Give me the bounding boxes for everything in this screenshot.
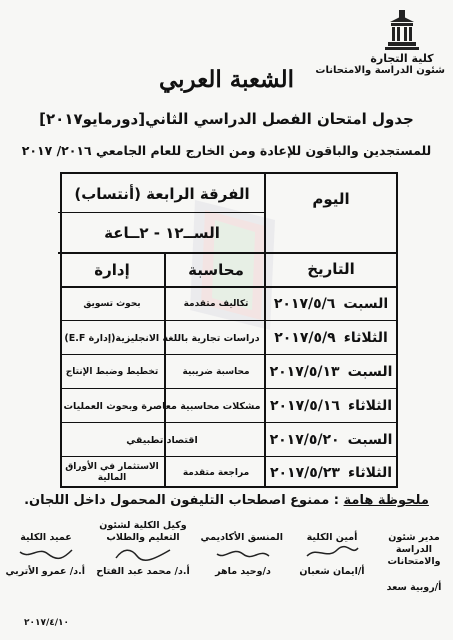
row-shared-subject: دراسات تجارية باللغة الانجليزية(إدارة E.F) <box>64 332 260 344</box>
row-shared-subject: مشكلات محاسبية معاصرة وبحوث العمليات <box>63 400 261 412</box>
row-management-subject: تخطيط وضبط الإنتاج <box>65 366 159 377</box>
signature-block <box>379 532 449 594</box>
signature-scrawl-icon <box>113 544 173 562</box>
row-day: السبت <box>347 364 393 380</box>
row-day: الثلاثاء <box>347 398 393 414</box>
row-date: ٢٠١٧/٥/٦ <box>273 296 336 312</box>
section-title: الشعبة العربي <box>158 66 295 93</box>
signatures-area <box>0 520 453 630</box>
signatory-title: المنسق الأكاديمي <box>200 532 283 543</box>
schedule-subtitle: للمستجدين والباقون للإعادة ومن الخارج للعام الجامعي ٢٠١٦/ ٢٠١٧ <box>21 143 432 158</box>
signatory-title: أمين الكلية <box>306 532 358 543</box>
signature-block <box>200 532 283 578</box>
note-label: ملحوظة هامة <box>343 493 429 508</box>
handwritten-date: ٢٠١٧/٤/١٠ <box>24 618 70 628</box>
management-column-header: إدارة <box>94 261 130 279</box>
signatory-name: أ/روبية سعد <box>386 582 442 593</box>
row-accounting-subject: مراجعة متقدمة <box>182 467 250 478</box>
department-name: شئون الدراسة والامتحانات <box>315 65 445 76</box>
schedule-table <box>60 172 398 488</box>
table-row-day <box>266 424 396 456</box>
signatory-name: أ.د/ محمد عبد الفتاح <box>96 566 190 577</box>
row-date: ٢٠١٧/٥/٢٣ <box>269 465 340 481</box>
row-accounting-subject: تكاليف متقدمة <box>183 298 249 309</box>
row-day: السبت <box>347 432 393 448</box>
signature-scrawl-icon <box>213 544 273 562</box>
row-day: الثلاثاء <box>343 330 388 346</box>
row-date: ٢٠١٧/٥/٩ <box>274 330 336 346</box>
row-day: السبت <box>343 296 389 312</box>
row-management-subject: بحوث تسويق <box>83 298 141 309</box>
important-note <box>20 493 433 508</box>
day-header: اليوم <box>312 190 350 208</box>
table-row-day <box>266 322 396 354</box>
row-management-subject: الاستثمار في الأوراق المالية <box>65 462 159 483</box>
schedule-title: جدول امتحان الفصل الدراسي الثاني[دورمايو٢٠١٧] <box>39 110 414 128</box>
signatory-name: د/وحيد ماهر <box>215 566 271 577</box>
university-logo-icon <box>382 8 422 52</box>
row-accounting-subject: محاسبة ضريبية <box>182 366 250 377</box>
row-date: ٢٠١٧/٥/١٦ <box>269 398 340 414</box>
note-text: : ممنوع اصطحاب التليفون المحمول داخل اللجان. <box>24 493 340 508</box>
accounting-column-header: محاسبة <box>188 261 244 279</box>
group-header: الفرقة الرابعة (أنتساب) <box>74 185 250 203</box>
signatory-title: وكيل الكلية لشئون التعليم والطلاب <box>99 520 187 543</box>
table-row-day <box>266 288 396 320</box>
row-date: ٢٠١٧/٥/١٣ <box>269 364 340 380</box>
signatory-name: أ/ايمان شعبان <box>299 566 365 577</box>
signature-block <box>95 520 191 578</box>
signature-scrawl-icon <box>302 544 362 562</box>
signature-block <box>7 532 85 578</box>
signature-block <box>297 532 367 578</box>
signatory-title: عميد الكلية <box>20 532 72 543</box>
row-day: الثلاثاء <box>347 465 393 481</box>
row-shared-subject: اقتصاد تطبيقي <box>126 434 198 446</box>
date-header: التاريخ <box>307 260 355 278</box>
time-header: الســ١٢ - ٢ــاعة <box>104 224 220 242</box>
table-row-day <box>266 458 396 488</box>
signature-scrawl-icon <box>16 544 76 562</box>
signatory-title: مدير شئون الدراسة والامتحانات <box>387 532 441 567</box>
table-row-day <box>266 356 396 388</box>
table-row-day <box>266 390 396 422</box>
college-name: كلية التجارة <box>370 52 434 65</box>
row-date: ٢٠١٧/٥/٢٠ <box>269 432 340 448</box>
signatory-name: أ.د/ عمرو الأتربي <box>5 566 85 577</box>
